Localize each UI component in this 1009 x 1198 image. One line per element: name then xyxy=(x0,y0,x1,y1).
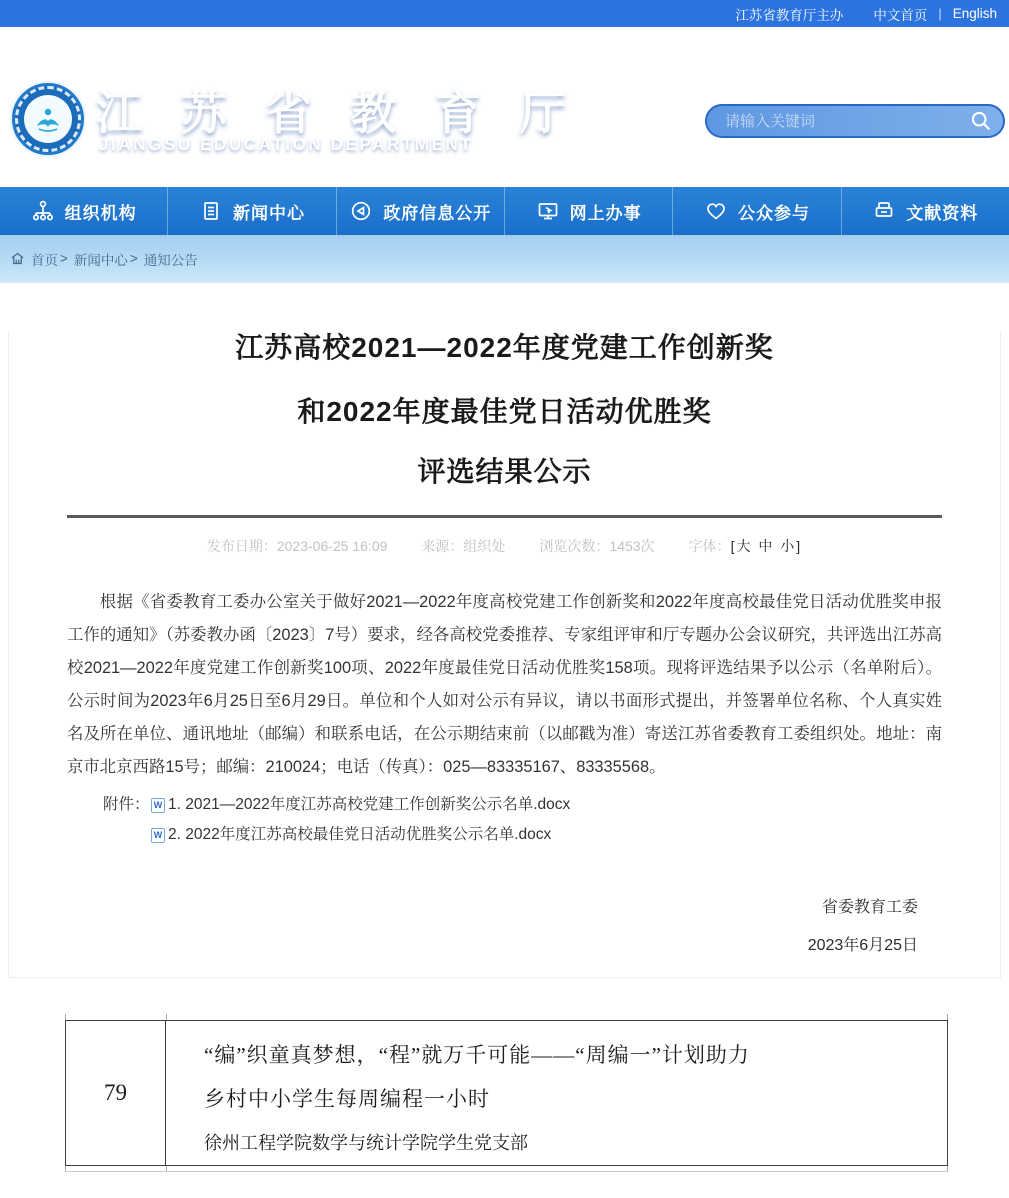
breadcrumb-news-center[interactable]: 新闻中心 xyxy=(73,252,128,268)
article-title-line3: 评选结果公示 xyxy=(417,456,592,487)
publish-date: 发布日期：2023-06-25 16:09 xyxy=(206,538,388,554)
signature-block xyxy=(9,894,1000,955)
chinese-home-link[interactable]: 中文首页 xyxy=(873,7,928,23)
news-doc-icon xyxy=(199,199,223,223)
archive-icon xyxy=(872,199,896,223)
article-body: 根据《省委教育工委办公室关于做好2021—2022年度高校党建工作创新奖和2022年度高校最佳党日活动优胜奖申报工作的通知》（苏委教办函〔2023〕7号）要求，经各高校党委推荐、专家组评审和厅专题办公会议研究，共评选出江苏高校2021—2022年度党建工作创新奖100项、2022年度最佳党日活动优胜奖158项。现将评选结果予以公示（名单附后）。公示时间为2023年6月25日至6月29日。单位和个人如对公示有异议，请以书面形式提出，并签署单位名称、个人真实姓名及所在单位、通讯地址（邮编）和联系电话，在公示期结束前（以邮戳为准）寄送江苏省委教育工委组织处。地址：南京市北京西路15号；邮编：210024；电话（传真）：025—83335167、83335568。 xyxy=(67,593,942,776)
breadcrumb xyxy=(0,235,1009,283)
online-service-icon xyxy=(536,199,560,223)
nav-label: 公众参与 xyxy=(737,203,810,223)
award-organization: 徐州工程学院数学与统计学院学生党支部 xyxy=(204,1133,528,1153)
home-icon xyxy=(10,251,25,266)
award-row-content xyxy=(166,1021,947,1165)
word-doc-icon: W xyxy=(151,828,165,843)
disclosure-icon xyxy=(349,199,373,223)
article-card xyxy=(8,331,1001,978)
english-link[interactable]: English xyxy=(952,6,997,21)
award-table-row xyxy=(65,1020,948,1166)
nav-label: 组织机构 xyxy=(64,203,137,223)
jiangsu-education-emblem-icon xyxy=(24,95,72,143)
divider: | xyxy=(938,6,942,21)
nav-label: 文献资料 xyxy=(906,203,979,223)
nav-label: 网上办事 xyxy=(569,203,642,223)
nav-item-documents[interactable] xyxy=(842,187,1009,235)
signature-org: 省委教育工委 xyxy=(821,899,918,916)
search-input[interactable] xyxy=(725,113,969,130)
site-header xyxy=(0,27,1009,187)
title-divider xyxy=(67,515,942,518)
article-title-line2: 和2022年度最佳党日活动优胜奖 xyxy=(297,396,712,427)
font-size-options[interactable]: [大 中 小] xyxy=(730,538,803,554)
search-box xyxy=(705,104,1005,138)
attachment-link-2[interactable]: W 2. 2022年度江苏高校最佳党日活动优胜奖公示名单.docx xyxy=(151,820,570,850)
magnifier-icon[interactable] xyxy=(969,109,993,133)
nav-item-public-participation[interactable] xyxy=(673,187,841,235)
nav-label: 政府信息公开 xyxy=(383,203,492,223)
site-title: 江 苏 省 教 育 厅 xyxy=(96,87,579,139)
site-logo[interactable] xyxy=(10,81,86,157)
view-count: 浏览次数：1453次 xyxy=(539,538,655,554)
attachments-label: 附件： xyxy=(103,796,150,813)
attachment-link-1[interactable]: W 1. 2021—2022年度江苏高校党建工作创新奖公示名单.docx xyxy=(151,790,570,820)
nav-item-gov-info-disclosure[interactable] xyxy=(337,187,505,235)
breadcrumb-separator: > xyxy=(129,251,138,266)
font-size-control: 字体：[大 中 小] xyxy=(688,538,803,554)
breadcrumb-home[interactable]: 首页 xyxy=(31,252,58,268)
table-crop-bottom-edge xyxy=(65,1166,948,1172)
nav-label: 新闻中心 xyxy=(232,203,305,223)
source: 来源：组织处 xyxy=(421,538,506,554)
sitemap-icon xyxy=(31,199,55,223)
nav-item-online-services[interactable] xyxy=(505,187,673,235)
table-crop-top-edge xyxy=(65,1014,948,1020)
host-link[interactable]: 江苏省教育厅主办 xyxy=(735,7,844,23)
breadcrumb-separator: > xyxy=(60,251,68,266)
article-meta xyxy=(9,536,1000,556)
article-title-line1: 江苏高校2021—2022年度党建工作创新奖 xyxy=(235,332,774,363)
breadcrumb-notices[interactable]: 通知公告 xyxy=(143,252,198,268)
word-doc-icon: W xyxy=(151,798,165,813)
site-subtitle: JIANGSU EDUCATION DEPARTMENT xyxy=(99,135,474,154)
nav-item-news-center[interactable] xyxy=(168,187,336,235)
top-utility-bar xyxy=(0,0,1009,27)
award-title-line1: “编”织童真梦想，“程”就万千可能——“周编一”计划助力 xyxy=(204,1043,750,1067)
attachments-block xyxy=(103,790,942,850)
award-title-line2: 乡村中小学生每周编程一小时 xyxy=(204,1087,490,1111)
award-row-number: 79 xyxy=(66,1021,166,1165)
nav-item-organization[interactable] xyxy=(0,187,168,235)
signature-date: 2023年6月25日 xyxy=(807,937,918,954)
heart-icon xyxy=(704,199,728,223)
main-nav xyxy=(0,187,1009,235)
